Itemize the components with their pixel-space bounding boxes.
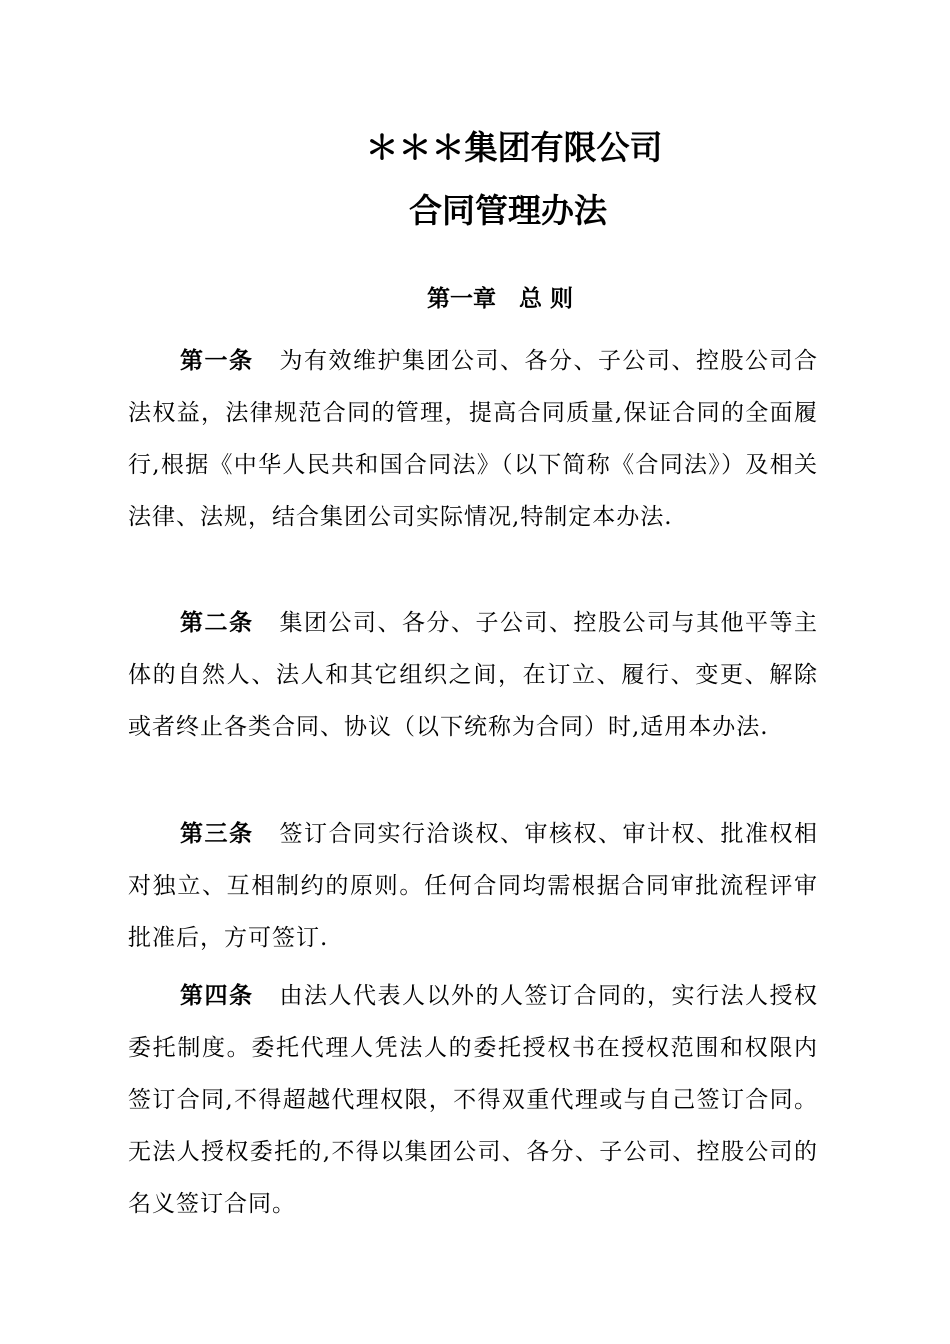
chapter-heading: 第一章 总 则 (426, 285, 573, 312)
document-title-company: ＊＊＊集团有限公司 (365, 128, 663, 167)
article-text: 为有效维护集团公司、各分、子公司、控股公司合法权益，法律规范合同的管理，提高合同质量,保证合同的全面履行,根据《中华人民共和国合同法》（以下简称《合同法》）及相关法律、法规，结合集团公司实际情况,特制定本办法. (128, 348, 818, 530)
article-text: 签订合同实行洽谈权、审核权、审计权、批准权相对独立、互相制约的原则。任何合同均需根据合同审批流程评审批准后，方可签订. (128, 821, 818, 951)
article-number: 第二条 (180, 609, 254, 636)
article-number: 第一条 (180, 347, 254, 374)
article-4 (128, 970, 818, 1230)
article-3 (128, 808, 818, 964)
article-1 (128, 335, 818, 543)
article-text: 集团公司、各分、子公司、控股公司与其他平等主体的自然人、法人和其它组织之间，在订立、履行、变更、解除或者终止各类合同、协议（以下统称为合同）时,适用本办法. (128, 610, 818, 740)
article-number: 第四条 (180, 982, 254, 1009)
article-2 (128, 597, 818, 753)
article-text: 由法人代表人以外的人签订合同的，实行法人授权委托制度。委托代理人凭法人的委托授权书在授权范围和权限内签订合同,不得超越代理权限，不得双重代理或与自己签订合同。无法人授权委托的,不得以集团公司、各分、子公司、控股公司的名义签订合同。 (128, 983, 818, 1217)
article-number: 第三条 (180, 820, 254, 847)
document-title-name: 合同管理办法 (409, 191, 607, 230)
